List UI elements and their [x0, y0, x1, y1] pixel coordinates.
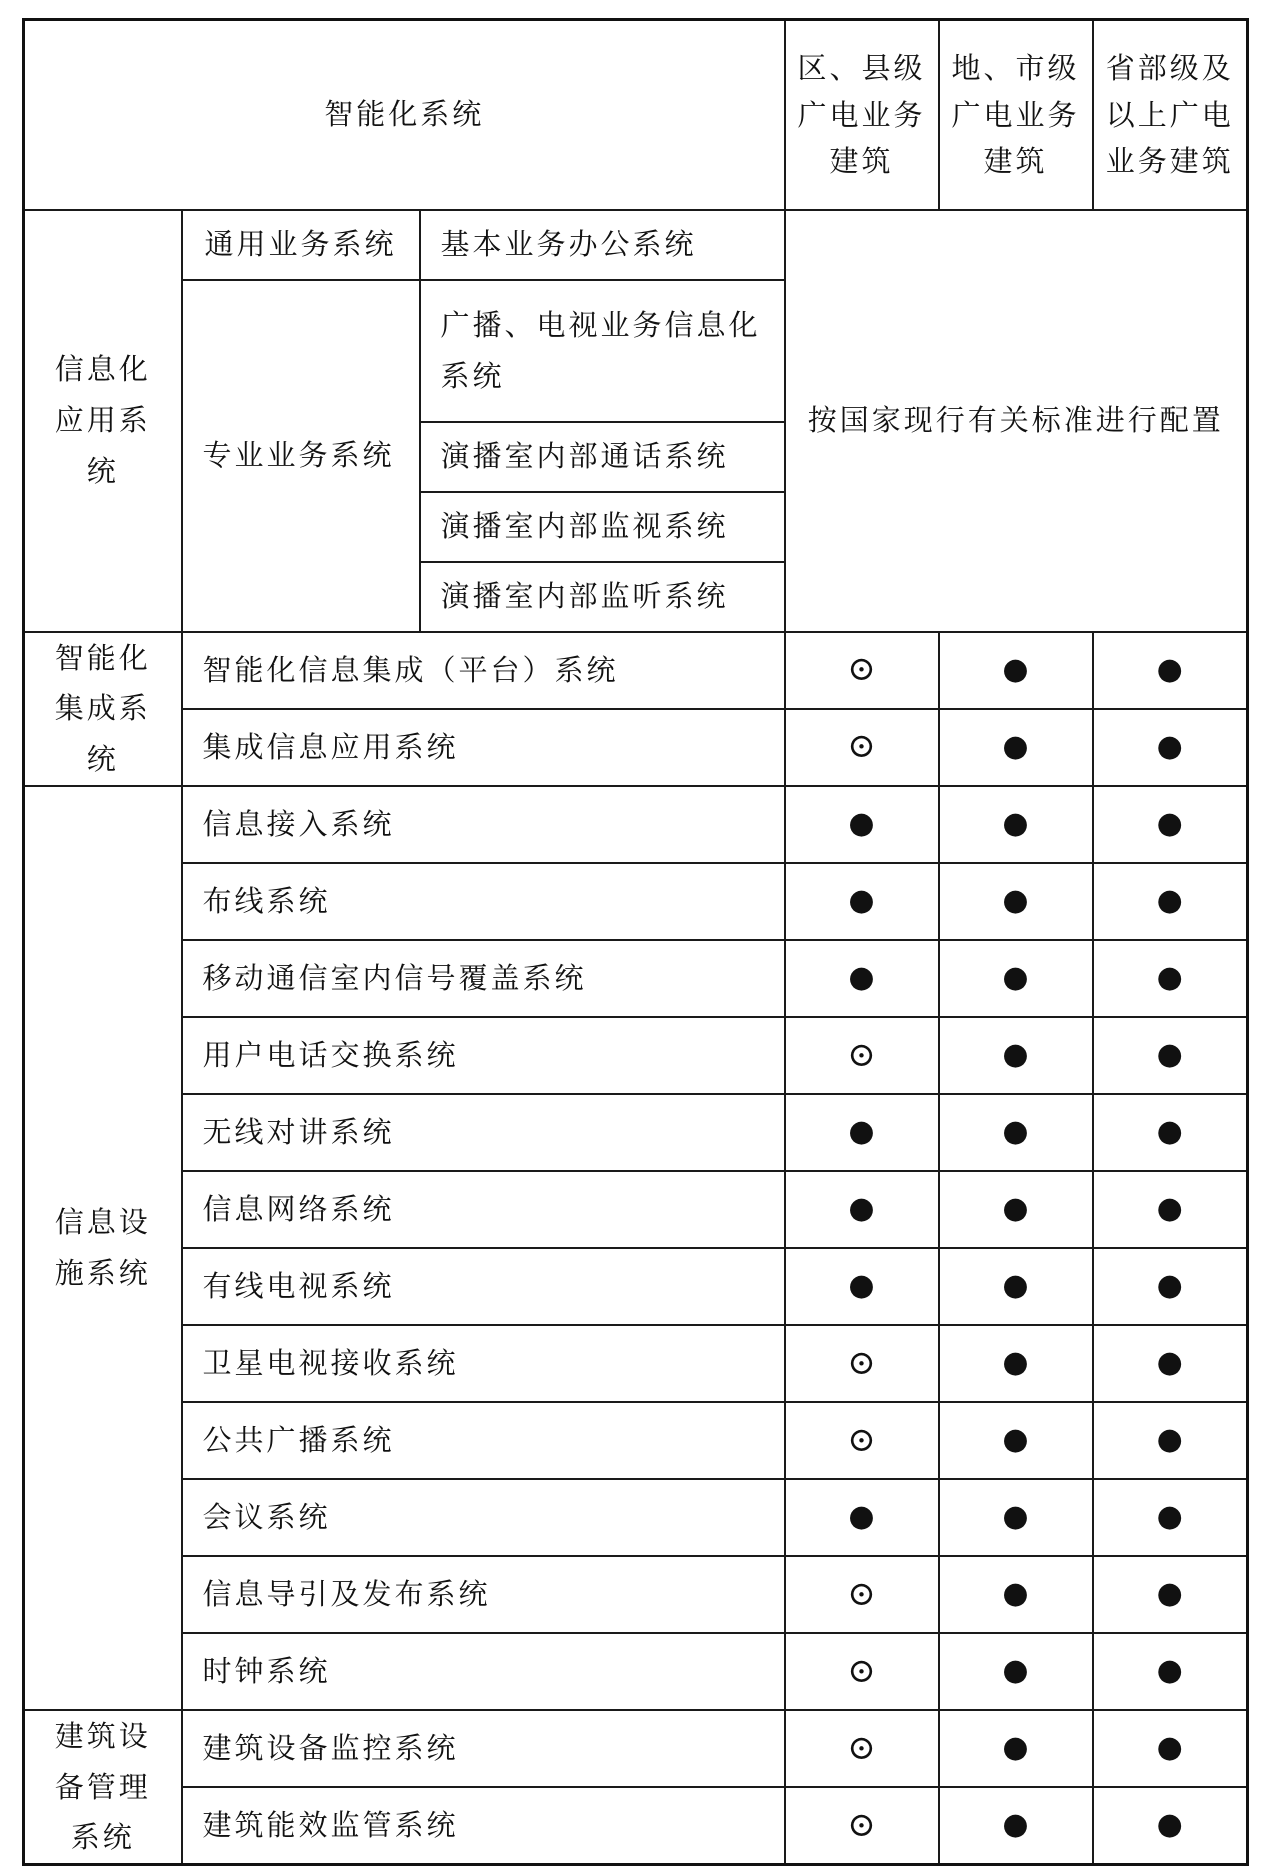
table-row — [24, 1787, 1248, 1864]
header-title: 智能化系统 — [24, 20, 785, 210]
row-name: 无线对讲系统 — [182, 1094, 785, 1171]
mark-province: ● — [1093, 1248, 1248, 1325]
table-row — [24, 863, 1248, 940]
mark-district: ● — [785, 1479, 939, 1556]
mark-province: ● — [1093, 632, 1248, 709]
row-name: 信息接入系统 — [182, 786, 785, 863]
mark-city: ● — [939, 1479, 1093, 1556]
mark-province: ● — [1093, 863, 1248, 940]
table-row — [24, 1248, 1248, 1325]
header-city: 地、市级广电业务建筑 — [939, 20, 1093, 210]
mark-province: ● — [1093, 1479, 1248, 1556]
row-name: 建筑设备监控系统 — [182, 1710, 785, 1787]
mark-province: ● — [1093, 786, 1248, 863]
mark-city: ● — [939, 863, 1093, 940]
mark-district: ⊙ — [785, 709, 939, 786]
special-business: 专业业务系统 — [182, 280, 420, 632]
mark-district: ⊙ — [785, 1402, 939, 1479]
mark-district: ⊙ — [785, 1710, 939, 1787]
mark-district: ⊙ — [785, 632, 939, 709]
table-row — [24, 709, 1248, 786]
row-name: 智能化信息集成（平台）系统 — [182, 632, 785, 709]
mark-district: ● — [785, 940, 939, 1017]
row-name: 建筑能效监管系统 — [182, 1787, 785, 1864]
table-row — [24, 1633, 1248, 1710]
table-row — [24, 1017, 1248, 1094]
mark-city: ● — [939, 1556, 1093, 1633]
mark-province: ● — [1093, 1325, 1248, 1402]
row-name: 有线电视系统 — [182, 1248, 785, 1325]
header-province: 省部级及以上广电业务建筑 — [1093, 20, 1248, 210]
table-row — [24, 1171, 1248, 1248]
mark-district: ⊙ — [785, 1556, 939, 1633]
special-item: 演播室内部通话系统 — [420, 422, 785, 492]
mark-district: ● — [785, 1248, 939, 1325]
mark-city: ● — [939, 1633, 1093, 1710]
mark-city: ● — [939, 1094, 1093, 1171]
mark-province: ● — [1093, 1094, 1248, 1171]
group-integration: 智能化集成系统 — [24, 632, 182, 786]
mark-city: ● — [939, 1787, 1093, 1864]
mark-city: ● — [939, 632, 1093, 709]
group-facility: 信息设施系统 — [24, 786, 182, 1710]
row-name: 用户电话交换系统 — [182, 1017, 785, 1094]
mark-district: ⊙ — [785, 1017, 939, 1094]
table-row — [24, 1556, 1248, 1633]
group-info-app: 信息化应用系统 — [24, 210, 182, 632]
row-name: 会议系统 — [182, 1479, 785, 1556]
mark-province: ● — [1093, 1402, 1248, 1479]
row-name: 信息网络系统 — [182, 1171, 785, 1248]
mark-city: ● — [939, 1325, 1093, 1402]
mark-district: ● — [785, 786, 939, 863]
mark-district: ● — [785, 863, 939, 940]
header-district: 区、县级广电业务建筑 — [785, 20, 939, 210]
mark-district: ● — [785, 1171, 939, 1248]
row-name: 布线系统 — [182, 863, 785, 940]
row-name: 集成信息应用系统 — [182, 709, 785, 786]
table-row — [24, 1402, 1248, 1479]
mark-district: ⊙ — [785, 1633, 939, 1710]
table-row — [24, 1094, 1248, 1171]
special-item: 演播室内部监听系统 — [420, 562, 785, 632]
config-note: 按国家现行有关标准进行配置 — [785, 210, 1248, 632]
mark-city: ● — [939, 1710, 1093, 1787]
config-table — [22, 18, 1249, 1866]
mark-district: ⊙ — [785, 1325, 939, 1402]
table-row — [24, 1710, 1248, 1787]
mark-province: ● — [1093, 1017, 1248, 1094]
mark-city: ● — [939, 1248, 1093, 1325]
row-name: 时钟系统 — [182, 1633, 785, 1710]
mark-city: ● — [939, 786, 1093, 863]
row-name: 移动通信室内信号覆盖系统 — [182, 940, 785, 1017]
mark-city: ● — [939, 1017, 1093, 1094]
group-building: 建筑设备管理系统 — [24, 1710, 182, 1865]
mark-province: ● — [1093, 1710, 1248, 1787]
table-row — [24, 632, 1248, 709]
row-name: 公共广播系统 — [182, 1402, 785, 1479]
mark-province: ● — [1093, 1633, 1248, 1710]
mark-city: ● — [939, 1171, 1093, 1248]
mark-city: ● — [939, 940, 1093, 1017]
general-business-item: 基本业务办公系统 — [420, 210, 785, 280]
mark-province: ● — [1093, 940, 1248, 1017]
mark-city: ● — [939, 709, 1093, 786]
mark-province: ● — [1093, 1171, 1248, 1248]
mark-province: ● — [1093, 1556, 1248, 1633]
mark-city: ● — [939, 1402, 1093, 1479]
mark-province: ● — [1093, 1787, 1248, 1864]
special-item: 广播、电视业务信息化系统 — [420, 280, 785, 422]
table-row — [24, 1479, 1248, 1556]
table-row — [24, 1325, 1248, 1402]
table-row — [24, 786, 1248, 863]
mark-district: ● — [785, 1094, 939, 1171]
table-row — [24, 940, 1248, 1017]
row-name: 卫星电视接收系统 — [182, 1325, 785, 1402]
row-name: 信息导引及发布系统 — [182, 1556, 785, 1633]
special-item: 演播室内部监视系统 — [420, 492, 785, 562]
mark-district: ⊙ — [785, 1787, 939, 1864]
general-business: 通用业务系统 — [182, 210, 420, 280]
mark-province: ● — [1093, 709, 1248, 786]
